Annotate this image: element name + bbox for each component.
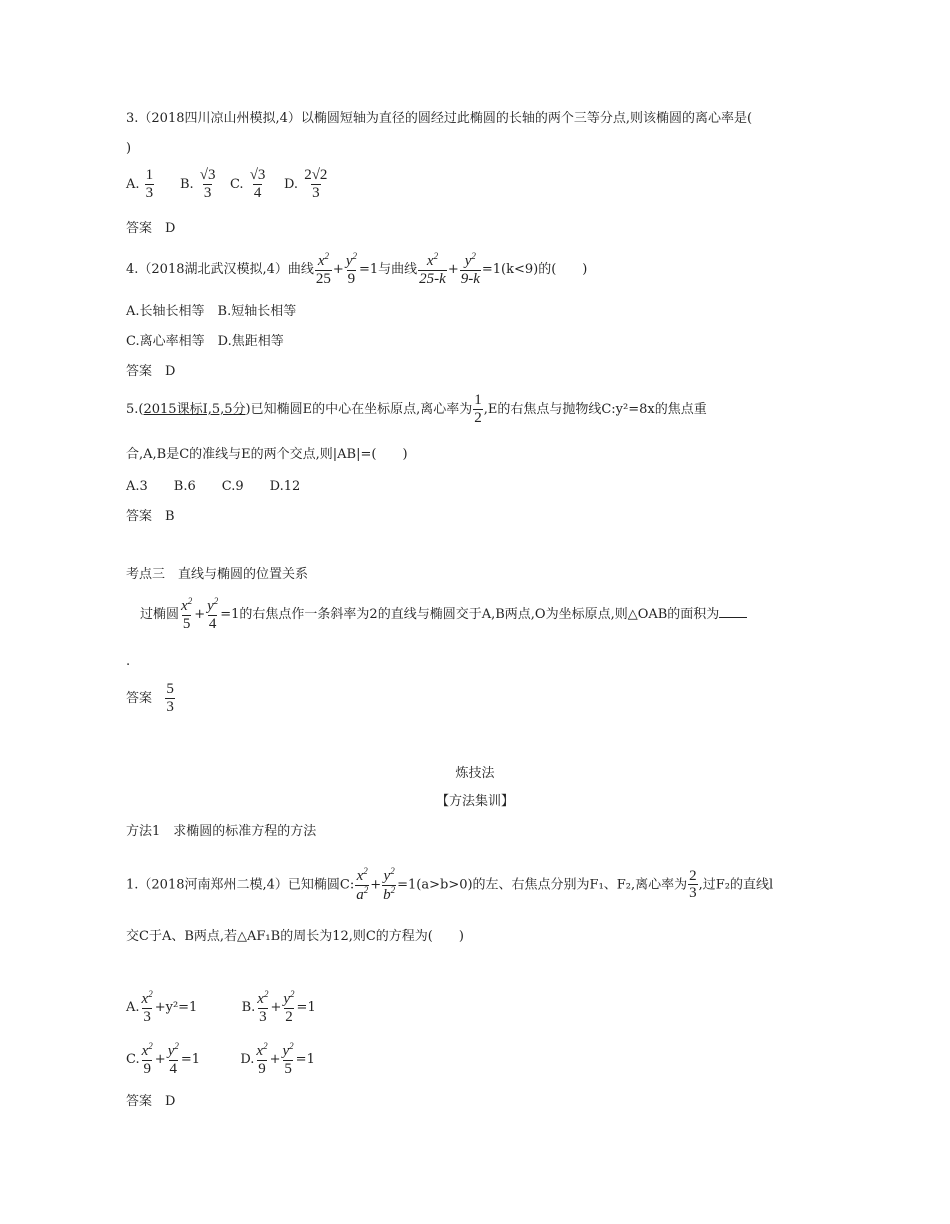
section3-question: 过椭圆 $\frac{x^2}{5}$ + $\frac{y^2}{4}$ =1的右焦点作一条斜率为2的直线与椭圆交于A,B两点,O为坐标原点,则△OAB的面积为 bbox=[140, 597, 747, 632]
m1-options-cd: C. $\frac{x^2}{9}$ + $\frac{y^2}{4}$ =1 D. $\frac{x^2}{9}$ + $\frac{y^2}{5}$ =1 bbox=[126, 1041, 315, 1077]
section-title: 考点三 直线与椭圆的位置关系 bbox=[126, 567, 309, 582]
m1-stem: 1.（2018河南郑州二模,4）已知椭圆C: $\frac{x^2}{a^2}$ + $\frac{y^2}{b^2}$ =1(a>b>0)的左、右焦点分别为F₁、F₂,离心率为 $\frac{2}{3}$ ,过F₂的直线l bbox=[126, 866, 774, 903]
q4-answer: 答案 D bbox=[126, 364, 176, 379]
q3-answer: 答案 D bbox=[126, 221, 176, 236]
practice-subtitle: 【方法集训】 bbox=[435, 794, 514, 809]
method-title: 方法1 求椭圆的标准方程的方法 bbox=[126, 824, 317, 839]
practice-title: 炼技法 bbox=[455, 766, 495, 781]
option-b-fraction: $\frac{√3}{3}$ bbox=[199, 167, 216, 201]
m1-option-c-fraction-2: $\frac{y^2}{4}$ bbox=[167, 1041, 179, 1077]
q4-fraction-3: $\frac{x^2}{25-k}$ bbox=[419, 251, 446, 287]
m1-fraction-1: $\frac{x^2}{a^2}$ bbox=[356, 866, 369, 903]
m1-stem-line2: 交C于A、B两点,若△AF₁B的周长为12,则C的方程为( ) bbox=[126, 929, 464, 944]
section3-fraction-2: $\frac{y^2}{4}$ bbox=[207, 596, 219, 632]
option-b-label: B. bbox=[179, 177, 194, 193]
section3-answer-fraction: $\frac{5}{3}$ bbox=[166, 681, 174, 715]
option-a-fraction: $\frac{1}{3}$ bbox=[145, 167, 154, 201]
option-c-label: C. bbox=[229, 177, 244, 193]
q4-fraction-4: $\frac{y^2}{9-k}$ bbox=[460, 251, 480, 287]
answer-blank[interactable] bbox=[719, 607, 747, 618]
option-d-label: D. bbox=[283, 177, 299, 193]
m1-eccentricity-fraction: $\frac{2}{3}$ bbox=[689, 867, 697, 902]
q4-stem: 4.（2018湖北武汉模拟,4）曲线 $\frac{x^2}{25}$ + $\frac{y^2}{9}$ =1与曲线 $\frac{x^2}{25-k}$ + $\frac{y^2}{9-k}$ =1(k<9)的( ) bbox=[126, 251, 588, 287]
q5-answer: 答案 B bbox=[126, 509, 175, 524]
q4-fraction-1: $\frac{x^2}{25}$ bbox=[315, 251, 331, 287]
section3-fraction-1: $\frac{x^2}{5}$ bbox=[181, 596, 193, 632]
m1-option-b-fraction-1: $\frac{x^2}{3}$ bbox=[257, 989, 269, 1025]
option-d-fraction: $\frac{2√2}{3}$ bbox=[304, 167, 328, 201]
m1-option-d-fraction-2: $\frac{y^2}{5}$ bbox=[282, 1041, 294, 1077]
option-c-fraction: $\frac{√3}{4}$ bbox=[249, 167, 266, 201]
section3-dot: . bbox=[126, 654, 131, 669]
q5-fraction: $\frac{1}{2}$ bbox=[474, 392, 482, 426]
q5-stem: 5.(2015课标Ⅰ,5,5分)已知椭圆E的中心在坐标原点,离心率为 $\frac{1}{2}$ ,E的右焦点与抛物线C:y²=8x的焦点重 bbox=[126, 392, 707, 426]
m1-option-b-fraction-2: $\frac{y^2}{2}$ bbox=[283, 989, 295, 1025]
q4-options-cd: C.离心率相等 D.焦距相等 bbox=[126, 334, 284, 349]
q4-options-ab: A.长轴长相等 B.短轴长相等 bbox=[126, 304, 297, 319]
q3-options bbox=[126, 168, 329, 201]
m1-option-d-fraction-1: $\frac{x^2}{9}$ bbox=[256, 1041, 268, 1077]
section3-answer: 答案 $\frac{5}{3}$ bbox=[126, 681, 174, 715]
m1-option-a-fraction: $\frac{x^2}{3}$ bbox=[141, 989, 153, 1025]
m1-options-ab: A. $\frac{x^2}{3}$ +y²=1 B. $\frac{x^2}{3}$ + $\frac{y^2}{2}$ =1 bbox=[126, 989, 316, 1025]
q5-source-link[interactable]: 2015课标Ⅰ,5,5分 bbox=[143, 402, 246, 418]
q3-close-paren: ) bbox=[126, 141, 132, 156]
q4-fraction-2: $\frac{y^2}{9}$ bbox=[345, 251, 357, 287]
q3-stem: 3.（2018四川凉山州模拟,4）以椭圆短轴为直径的圆经过此椭圆的长轴的两个三等分点,则该椭圆的离心率是( bbox=[126, 111, 753, 126]
q5-stem-line2: 合,A,B是C的准线与E的两个交点,则|AB|=( ) bbox=[126, 447, 408, 462]
q5-options: A.3 B.6 C.9 D.12 bbox=[126, 479, 301, 494]
m1-option-c-fraction-1: $\frac{x^2}{9}$ bbox=[141, 1041, 153, 1077]
m1-fraction-2: $\frac{y^2}{b^2}$ bbox=[383, 866, 396, 903]
option-a-label: A. bbox=[126, 177, 140, 193]
m1-answer: 答案 D bbox=[126, 1094, 176, 1109]
